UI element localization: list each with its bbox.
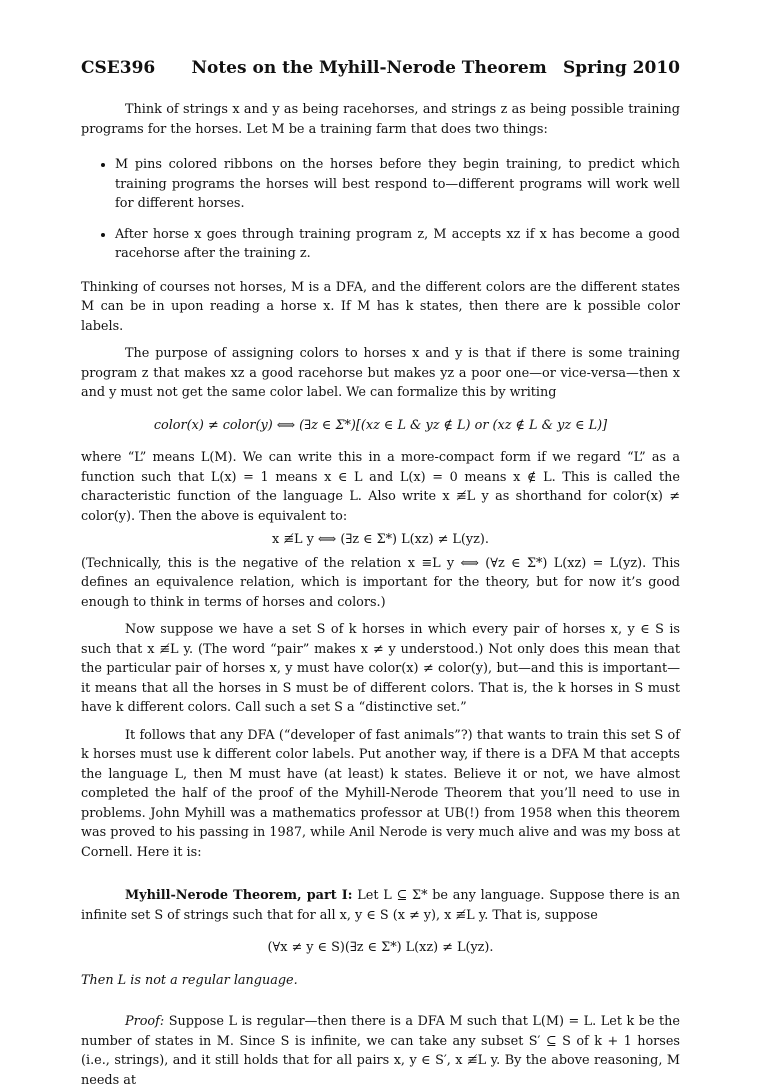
page-title: Notes on the Myhill-Nerode Theorem bbox=[191, 58, 547, 78]
theorem-statement bbox=[81, 886, 680, 925]
bullet-item-accepts: • After horse x goes through training program z, M accepts xz if x has become a good racehorse after the training z. bbox=[115, 225, 680, 264]
theorem-heading: Myhill-Nerode Theorem, part I: bbox=[125, 888, 353, 903]
bullet-item-ribbons: • M pins colored ribbons on the horses before they begin training, to predict which training programs the horses will best respond to—different programs will work well for different horses. bbox=[115, 155, 680, 214]
characteristic-function-paragraph: where “L” means L(M). We can write this in a more-compact form if we regard “L” as a function such that L(x) = 1 means x ∈ L and L(x) = 0 means x ∉ L. This is called the characteristic function of the language L. Also write x ≢L y as shorthand for color(x) ≠ color(y). Then the above is equivalent to: bbox=[81, 450, 680, 524]
equation-distinguish: x ≢L y ⟺ (∃z ∈ Σ*) L(xz) ≠ L(yz). bbox=[272, 532, 489, 547]
intro-paragraph: Think of strings x and y as being racehorses, and strings z as being possible training programs for the horses. Let M be a training farm that does two things: bbox=[81, 102, 680, 137]
equivalence-paragraph: (Technically, this is the negative of the relation x ≡L y ⟺ (∀z ∈ Σ*) L(xz) = L(yz). This defines an equivalence relation, which is important for the theory, but for now it’s good enough to think in terms of horses and colors.) bbox=[81, 555, 680, 610]
dfa-states-paragraph: It follows that any DFA (“developer of fast animals”?) that wants to train this set S of k horses must use k different color labels. Put another way, if there is a DFA M that accepts the language L, then M must have (at least) k states. Believe it or not, we have almost completed the half of the proof of the Myhill-Nerode Theorem that you’ll need to use in problems. John Myhill was a mathematics professor at UB(!) from 1958 when this theorem was proved to his passing in 1987, while Anil Nerode is very much alive and was my boss at Cornell. Here it is: bbox=[81, 727, 680, 860]
proof-label: Proof: bbox=[125, 1014, 165, 1029]
equation-theorem: (∀x ≠ y ∈ S)(∃z ∈ Σ*) L(xz) ≠ L(yz). bbox=[267, 940, 494, 955]
theorem-text: Let L ⊆ Σ* be any language. Suppose there is an infinite set S of strings such that for all x, y ∈ S (x ≠ y), x ≢L y. That is, suppose bbox=[81, 888, 681, 923]
distinctive-set-paragraph: Now suppose we have a set S of k horses in which every pair of horses x, y ∈ S is such that x ≢L y. (The word “pair” makes x ≠ y understood.) Not only does this mean that the particular pair of horses x, y must have color(x) ≠ color(y), but—and this is important—it means that all the horses in S must be of different colors. That is, the k horses in S must have k different colors. Call such a set S a “distinctive set.” bbox=[81, 622, 680, 715]
page-header bbox=[81, 58, 680, 78]
equation-color: color(x) ≠ color(y) ⟺ (∃z ∈ Σ*)[(xz ∈ L & yz ∉ L) or (xz ∉ L & yz ∈ L)] bbox=[153, 417, 608, 433]
proof-text: Suppose L is regular—then there is a DFA M such that L(M) = L. Let k be the number of states in M. Since S is infinite, we can take any subset S′ ⊆ S of k + 1 horses (i.e., strings), and it still holds that for all pairs x, y ∈ S′, x ≢L y. By the above reasoning, M needs at bbox=[81, 1014, 680, 1088]
dfa-paragraph: Thinking of courses not horses, M is a DFA, and the different colors are the different states M can be in upon reading a horse x. If M has k states, then there are k possible color labels. bbox=[81, 279, 680, 334]
theorem-conclusion: Then L is not a regular language. bbox=[81, 972, 298, 988]
color-paragraph: The purpose of assigning colors to horses x and y is that if there is some training program z that makes xz a good racehorse but makes yz a poor one—or vice-versa—then x and y must not get the same color label. We can formalize this by writing bbox=[81, 346, 680, 400]
term-label: Spring 2010 bbox=[562, 58, 680, 78]
bullet-list bbox=[81, 155, 680, 264]
course-code: CSE396 bbox=[81, 58, 156, 78]
